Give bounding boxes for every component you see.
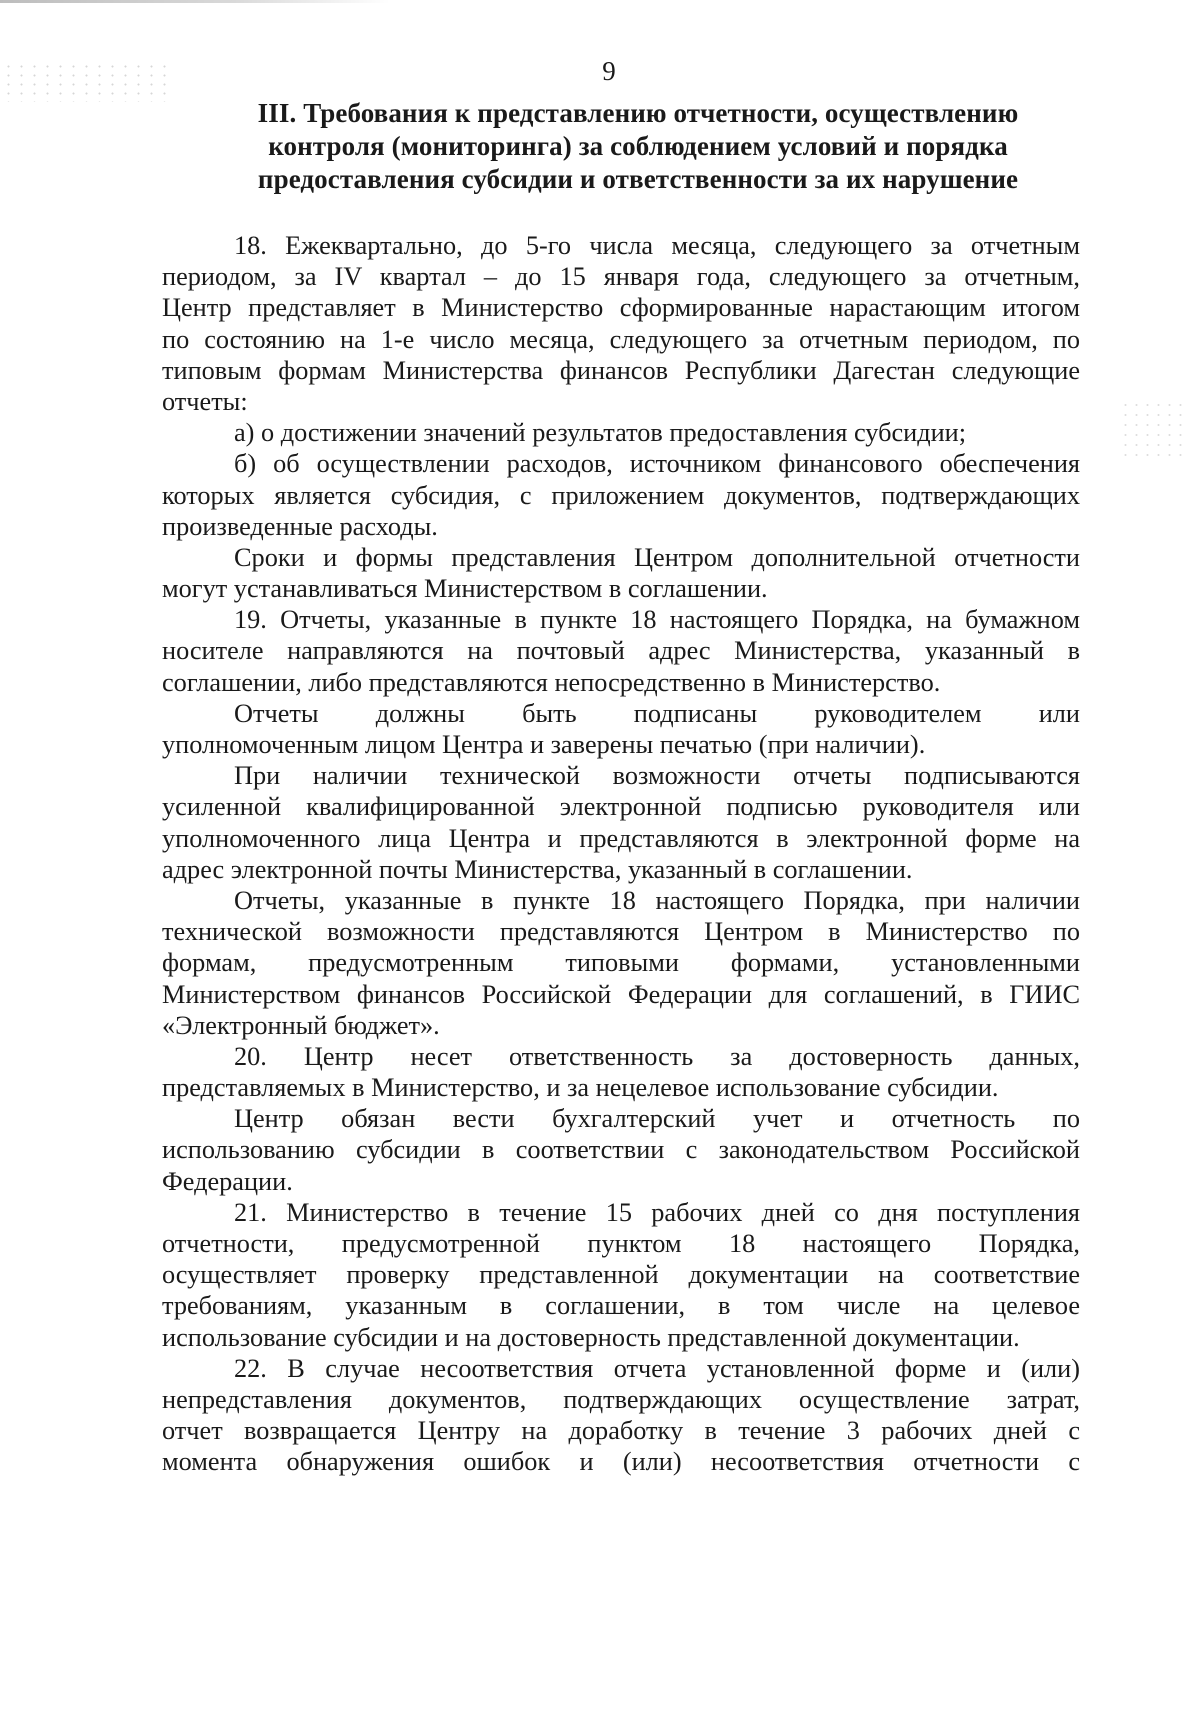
paragraph-line: «Электронный бюджет». (162, 1010, 440, 1040)
heading-line: III. Требования к представлению отчетности, осуществлению (257, 98, 1019, 128)
paragraph-line: адрес электронной почты Министерства, указанный в соглашении. (162, 854, 913, 884)
paragraph-18-line: типовым формам Министерства финансов Республики Дагестан следующие (162, 355, 1080, 385)
paragraph-line: Центр обязан вести бухгалтерский учет и отчетность по (234, 1104, 1080, 1134)
section-heading (168, 97, 1108, 196)
paragraph-line: могут устанавливаться Министерством в соглашении. (162, 574, 768, 604)
paragraph-21-line: использование субсидии и на достоверность представленной документации. (162, 1322, 1020, 1352)
page-number: 9 (602, 56, 616, 86)
paragraph-22-line: отчет возвращается Центру на доработку в течение 3 рабочих дней с (162, 1416, 1080, 1446)
paragraph-22-line: непредставления документов, подтверждающих осуществление затрат, (162, 1384, 1080, 1414)
document-body (162, 230, 1080, 1478)
paragraph-21-line: отчетности, предусмотренной пунктом 18 настоящего Порядка, (162, 1229, 1080, 1258)
list-item-a: а) о достижении значений результатов предоставления субсидии; (234, 418, 967, 448)
paragraph-18-line: 18. Ежеквартально, до 5-го числа месяца, следующего за отчетным (234, 231, 1080, 260)
paragraph-line: Министерством финансов Российской Федерации для соглашений, в ГИИС (162, 979, 1080, 1009)
scan-artifact-right (1120, 400, 1190, 460)
paragraph-18-line: отчеты: (162, 386, 248, 416)
paragraph-line: Федерации. (162, 1166, 293, 1196)
paragraph-21-line: 21. Министерство в течение 15 рабочих дней со дня поступления (234, 1197, 1080, 1227)
paragraph-21-line: осуществляет проверку представленной документации на соответствие (162, 1260, 1080, 1290)
paragraph-line: технической возможности представляются Центром в Министерство по (162, 917, 1080, 947)
heading-line: контроля (мониторинга) за соблюдением условий и порядка (268, 131, 1008, 161)
paragraph-19-line: носителе направляются на почтовый адрес Министерства, указанный в (162, 636, 1080, 666)
paragraph-18-line: по состоянию на 1-е число месяца, следующего за отчетным периодом, по (162, 324, 1080, 354)
scan-artifact-top (0, 0, 390, 3)
heading-line: предоставления субсидии и ответственности за их нарушение (257, 164, 1019, 194)
paragraph-20-line: представляемых в Министерство, и за нецелевое использование субсидии. (162, 1073, 999, 1103)
paragraph-19-line: соглашении, либо представляются непосредственно в Министерство. (162, 667, 941, 697)
paragraph-19-line: 19. Отчеты, указанные в пункте 18 настоящего Порядка, на бумажном (234, 605, 1080, 635)
paragraph-line: При наличии технической возможности отчеты подписываются (234, 761, 1080, 791)
paragraph-line: Отчеты должны быть подписаны руководителем или (234, 698, 1080, 728)
paragraph-line: формам, предусмотренным типовыми формами, установленными (162, 948, 1080, 978)
paragraph-21-line: требованиям, указанным в соглашении, в том числе на целевое (162, 1291, 1080, 1321)
paragraph-20-line: 20. Центр несет ответственность за достоверность данных, (234, 1041, 1080, 1071)
paragraph-18-line: Центр представляет в Министерство сформированные нарастающим итогом (162, 293, 1080, 323)
paragraph-line: использованию субсидии в соответствии с законодательством Российской (162, 1135, 1080, 1165)
list-item-b-line: которых является субсидия, с приложением документов, подтверждающих (162, 480, 1080, 510)
paragraph-line: уполномоченного лица Центра и представляются в электронной форме на (162, 823, 1080, 853)
paragraph-22-line: 22. В случае несоответствия отчета установленной форме и (или) (234, 1353, 1080, 1383)
paragraph-line: усиленной квалифицированной электронной подписью руководителя или (162, 792, 1080, 822)
paragraph-line: уполномоченным лицом Центра и заверены печатью (при наличии). (162, 730, 926, 759)
paragraph-line: Сроки и формы представления Центром дополнительной отчетности (234, 542, 1080, 572)
paragraph-22-line: момента обнаружения ошибок и (или) несоответствия отчетности с (162, 1447, 1080, 1477)
list-item-b-line: б) об осуществлении расходов, источником финансового обеспечения (234, 449, 1080, 479)
paragraph-18-line: периодом, за IV квартал – до 15 января года, следующего за отчетным, (162, 262, 1080, 292)
paragraph-line: Отчеты, указанные в пункте 18 настоящего Порядка, при наличии (234, 885, 1080, 915)
list-item-b-line: произведенные расходы. (162, 511, 438, 541)
